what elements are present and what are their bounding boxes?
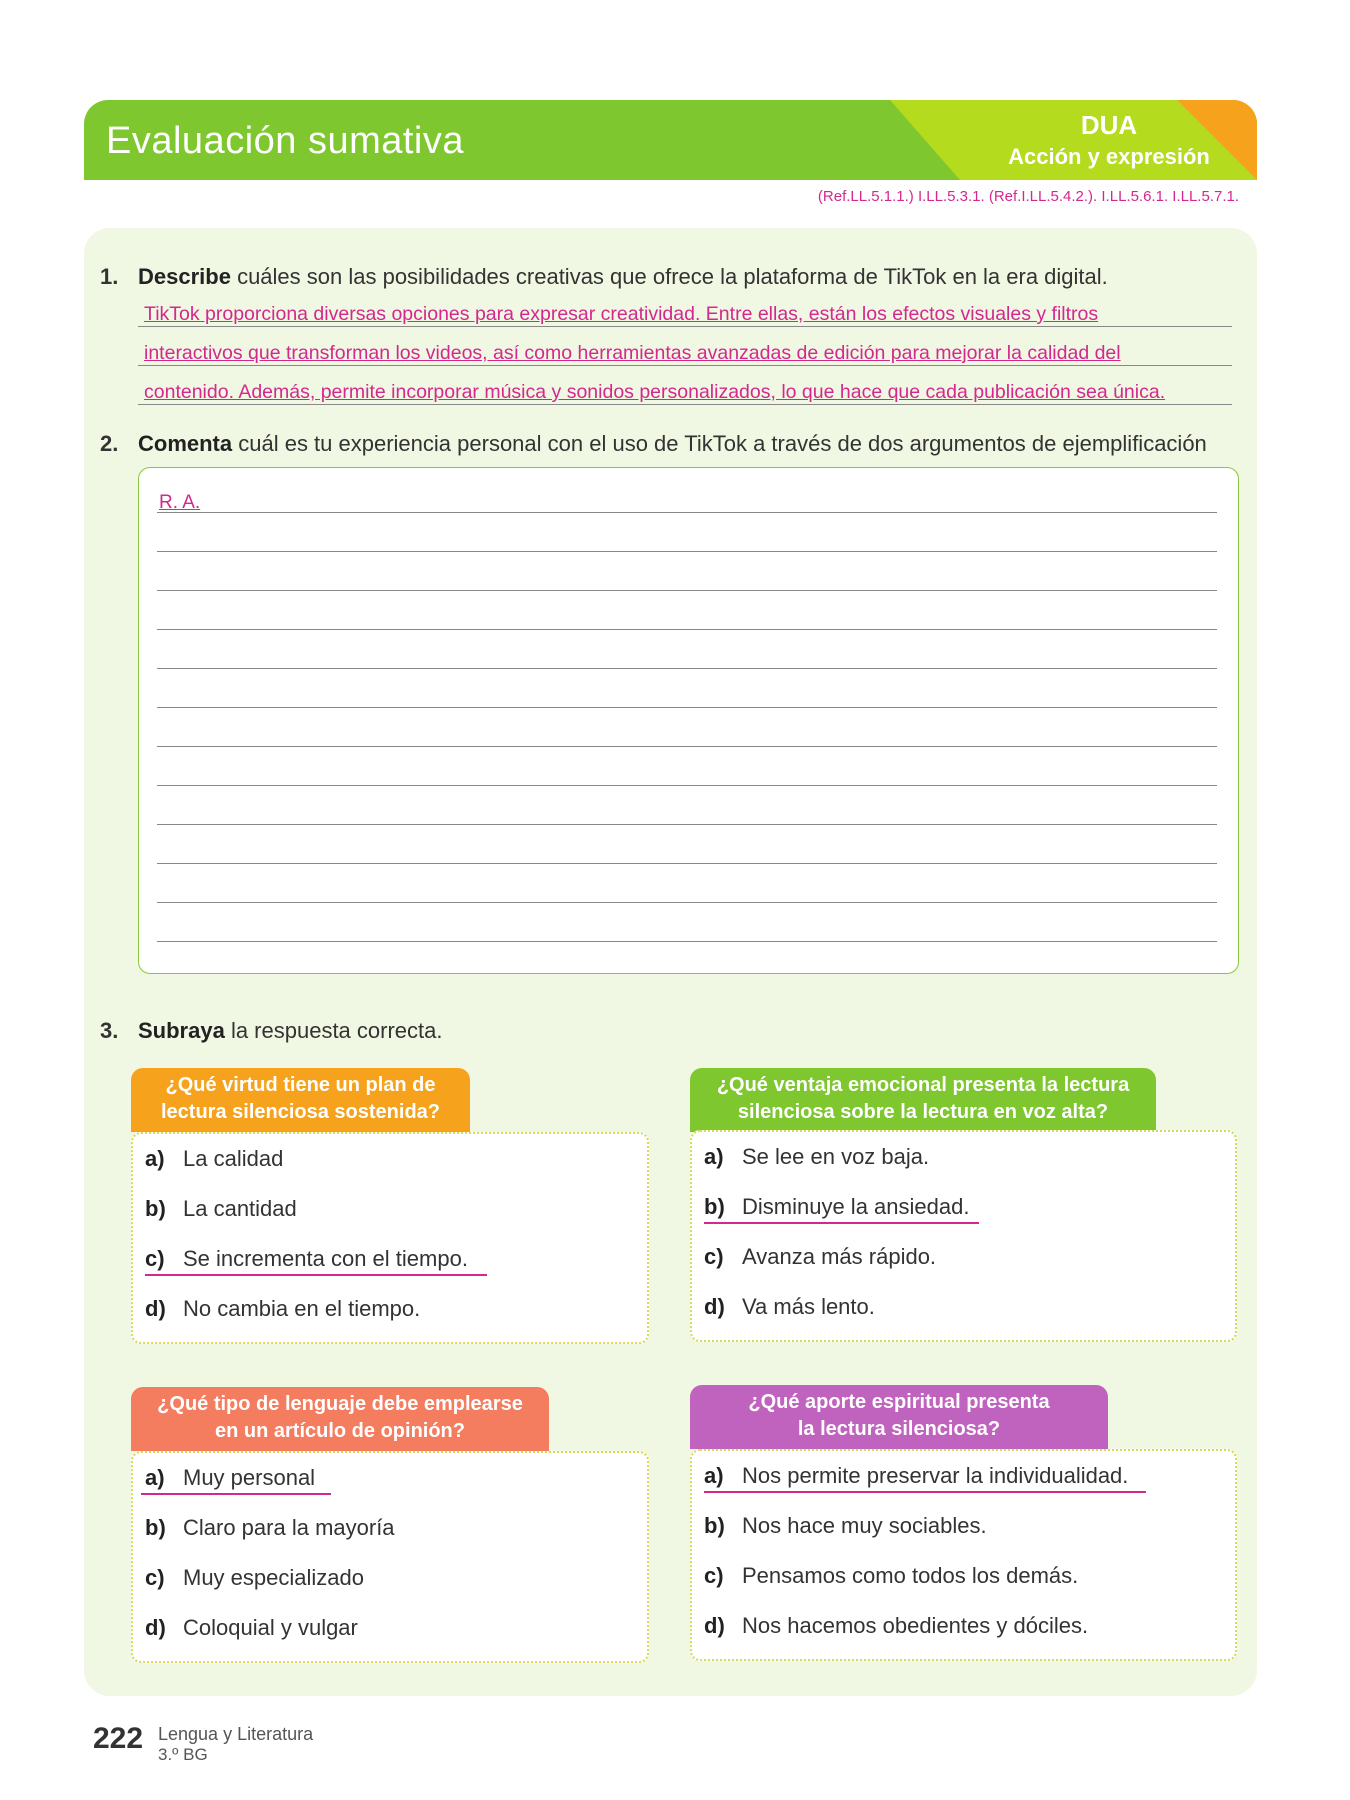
card4-options xyxy=(690,1449,1237,1661)
option-letter: c) xyxy=(145,1246,165,1271)
answer-underline xyxy=(141,1493,331,1495)
q1-answer-line[interactable] xyxy=(138,294,1232,327)
option-letter: a) xyxy=(704,1463,724,1488)
card3-option-c[interactable] xyxy=(145,1565,364,1591)
answer-underline xyxy=(145,1274,487,1276)
option-letter: b) xyxy=(704,1513,725,1538)
card2-question-tab xyxy=(690,1068,1156,1132)
q2-prompt xyxy=(138,431,1207,457)
option-text: Nos permite preservar la individualidad. xyxy=(742,1463,1129,1488)
card1-option-c[interactable] xyxy=(145,1246,468,1272)
q1-number: 1. xyxy=(100,264,119,289)
q2-answer-box[interactable] xyxy=(138,467,1239,974)
answer-underline xyxy=(704,1222,979,1224)
writing-line xyxy=(157,707,1217,708)
card3-option-b[interactable] xyxy=(145,1515,395,1541)
card2-question-line: silenciosa sobre la lectura en voz alta? xyxy=(737,1101,1109,1123)
option-text: Va más lento. xyxy=(742,1294,875,1319)
card3-question-line: ¿Qué tipo de lenguaje debe emplearse xyxy=(157,1393,523,1415)
writing-line xyxy=(157,590,1217,591)
writing-line xyxy=(157,785,1217,786)
card1-question-tab xyxy=(131,1068,470,1132)
option-text: Pensamos como todos los demás. xyxy=(742,1563,1079,1588)
card3-options xyxy=(131,1451,649,1663)
q2-verb: Comenta xyxy=(138,431,233,456)
writing-line xyxy=(157,668,1217,669)
writing-line xyxy=(157,746,1217,747)
section-header xyxy=(84,100,1257,180)
q1-answer-line[interactable] xyxy=(138,333,1232,366)
q2-number: 2. xyxy=(100,431,119,456)
option-letter: b) xyxy=(704,1194,725,1219)
option-text: Se incrementa con el tiempo. xyxy=(183,1246,468,1271)
card2-option-b[interactable] xyxy=(704,1194,969,1220)
card2-option-a[interactable] xyxy=(704,1144,929,1170)
footer-grade: 3.º BG xyxy=(158,1745,208,1764)
card4-option-c[interactable] xyxy=(704,1563,1078,1589)
option-letter: d) xyxy=(145,1615,166,1640)
option-text: Se lee en voz baja. xyxy=(742,1144,930,1169)
option-text: Nos hacemos obedientes y dóciles. xyxy=(742,1613,1089,1638)
q3-text: la respuesta correcta. xyxy=(224,1018,443,1043)
option-text: La cantidad xyxy=(183,1196,297,1221)
option-text: Muy especializado xyxy=(183,1565,364,1590)
card1-question-line: lectura silenciosa sostenida? xyxy=(161,1101,440,1123)
q2-text: cuál es tu experiencia personal con el uso de TikTok a través de dos argumentos de ejemplificación xyxy=(232,431,1207,456)
card3-question-line: en un artículo de opinión? xyxy=(215,1420,465,1442)
writing-line xyxy=(157,824,1217,825)
card1-option-d[interactable] xyxy=(145,1296,420,1322)
card2-question-line: ¿Qué ventaja emocional presenta la lectura xyxy=(716,1074,1130,1096)
q3-number: 3. xyxy=(100,1018,119,1043)
q1-answer-text: TikTok proporciona diversas opciones para expresar creatividad. Entre ellas, están los efectos visuales y filtros xyxy=(144,303,1099,325)
option-text: No cambia en el tiempo. xyxy=(183,1296,421,1321)
q1-verb: Describe xyxy=(138,264,231,289)
option-letter: c) xyxy=(704,1563,724,1588)
option-letter: a) xyxy=(704,1144,724,1169)
card1-question-line: ¿Qué virtud tiene un plan de xyxy=(165,1074,436,1096)
card4-option-d[interactable] xyxy=(704,1613,1088,1639)
q3-prompt xyxy=(138,1018,443,1044)
option-letter: b) xyxy=(145,1515,166,1540)
card1-option-a[interactable] xyxy=(145,1146,283,1172)
card4-question-tab xyxy=(690,1385,1108,1449)
footer-subject: Lengua y Literatura xyxy=(158,1724,314,1744)
option-text: Coloquial y vulgar xyxy=(183,1615,358,1640)
writing-line xyxy=(157,629,1217,630)
card1-option-b[interactable] xyxy=(145,1196,297,1222)
q2-answer-text: R. A. xyxy=(159,492,201,513)
option-letter: d) xyxy=(704,1613,725,1638)
writing-line xyxy=(157,551,1217,552)
q1-answer-line[interactable] xyxy=(138,372,1232,405)
writing-line xyxy=(157,863,1217,864)
writing-line xyxy=(157,902,1217,903)
option-text: Claro para la mayoría xyxy=(183,1515,395,1540)
option-letter: c) xyxy=(704,1244,724,1269)
card4-question-line: ¿Qué aporte espiritual presenta xyxy=(748,1391,1050,1413)
option-letter: d) xyxy=(704,1294,725,1319)
card4-option-b[interactable] xyxy=(704,1513,987,1539)
option-text: Avanza más rápido. xyxy=(742,1244,937,1269)
option-letter: b) xyxy=(145,1196,166,1221)
dua-label: DUA xyxy=(1080,110,1138,140)
option-text: Nos hace muy sociables. xyxy=(742,1513,987,1538)
card4-question-line: la lectura silenciosa? xyxy=(797,1418,1001,1440)
card3-option-a[interactable] xyxy=(145,1465,315,1491)
card3-question-tab xyxy=(131,1387,549,1451)
q1-answer-text: contenido. Además, permite incorporar música y sonidos personalizados, lo que hace que cada publicación sea única. xyxy=(144,381,1166,403)
answer-underline xyxy=(704,1491,1146,1493)
card1-options xyxy=(131,1132,649,1344)
page-title: Evaluación sumativa xyxy=(106,120,465,162)
option-letter: a) xyxy=(145,1465,165,1490)
page-number: 222 xyxy=(93,1722,144,1755)
option-text: Muy personal xyxy=(183,1465,316,1490)
q1-answer-text: interactivos que transforman los videos, así como herramientas avanzadas de edición para mejorar la calidad del xyxy=(144,342,1121,364)
writing-line xyxy=(157,512,1217,513)
card2-option-d[interactable] xyxy=(704,1294,875,1320)
q3-verb: Subraya xyxy=(138,1018,225,1043)
card3-option-d[interactable] xyxy=(145,1615,358,1641)
option-text: La calidad xyxy=(183,1146,284,1171)
card2-option-c[interactable] xyxy=(704,1244,936,1270)
option-letter: a) xyxy=(145,1146,165,1171)
option-letter: d) xyxy=(145,1296,166,1321)
q1-prompt xyxy=(138,264,1108,290)
card4-option-a[interactable] xyxy=(704,1463,1128,1489)
option-letter: c) xyxy=(145,1565,165,1590)
q1-text: cuáles son las posibilidades creativas que ofrece la plataforma de TikTok en la era digital. xyxy=(230,264,1108,289)
dua-subtitle: Acción y expresión xyxy=(1008,144,1210,169)
curriculum-references: (Ref.LL.5.1.1.) I.LL.5.3.1. (Ref.I.LL.5.4.2.). I.LL.5.6.1. I.LL.5.7.1. xyxy=(817,188,1239,205)
option-text: Disminuye la ansiedad. xyxy=(742,1194,970,1219)
card2-options xyxy=(690,1130,1237,1342)
writing-line xyxy=(157,941,1217,942)
